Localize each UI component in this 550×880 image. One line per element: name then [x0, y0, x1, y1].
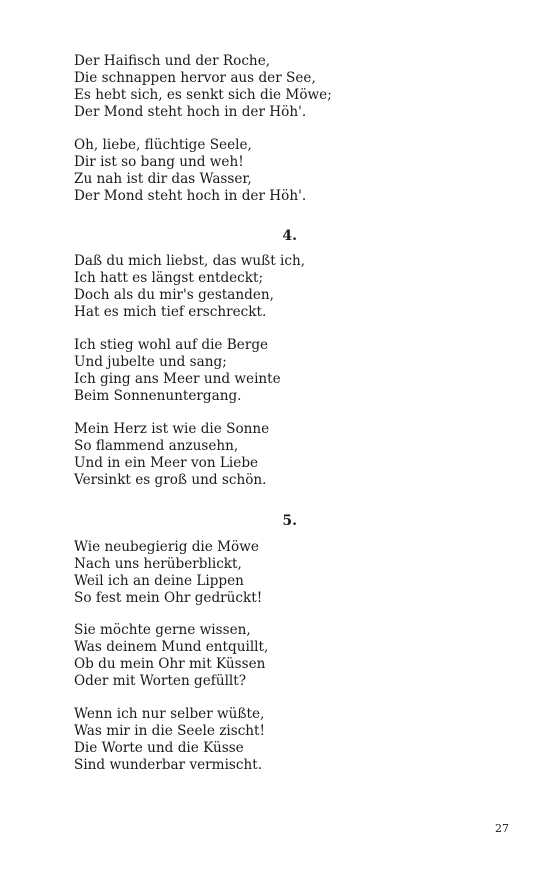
poem-line: Weil ich an deine Lippen	[74, 572, 244, 589]
poem-stanza	[74, 137, 306, 205]
poem-line: So flammend anzusehn,	[74, 437, 239, 454]
poem-line: Doch als du mir's gestanden,	[74, 286, 274, 303]
poem-stanza	[74, 53, 332, 121]
poem-line: Der Haifisch und der Roche,	[74, 53, 271, 69]
poem-line: Ich hatt es längst entdeckt;	[74, 269, 264, 286]
poem-line: Wie neubegierig die Möwe	[74, 539, 259, 555]
poem-line: Zu nah ist dir das Wasser,	[74, 170, 252, 187]
poem-line: Hat es mich tief erschreckt.	[74, 303, 267, 320]
poem-line: So fest mein Ohr gedrückt!	[74, 589, 263, 606]
poem-line: Es hebt sich, es senkt sich die Möwe;	[74, 86, 332, 103]
poem-line: Ich ging ans Meer und weinte	[74, 370, 281, 387]
poem-line: Oh, liebe, flüchtige Seele,	[74, 137, 252, 153]
poem-line: Und in ein Meer von Liebe	[74, 454, 259, 471]
poem-line: Ich stieg wohl auf die Berge	[74, 337, 269, 353]
poem-stanza	[74, 706, 265, 774]
poem-line: Was mir in die Seele zischt!	[74, 722, 265, 739]
poem-line: Der Mond steht hoch in der Höh'.	[74, 103, 307, 120]
poem-stanza	[74, 253, 305, 321]
poem-line: Dir ist so bang und weh!	[74, 153, 244, 170]
poem-line: Die Worte und die Küsse	[74, 739, 244, 756]
poem-line: Beim Sonnenuntergang.	[74, 387, 242, 404]
poem-line: Und jubelte und sang;	[74, 353, 227, 370]
page-number: 27	[495, 822, 509, 835]
poem-number-heading: 4.	[282, 228, 297, 244]
poem-line: Die schnappen hervor aus der See,	[74, 69, 316, 86]
poem-line: Der Mond steht hoch in der Höh'.	[74, 187, 307, 204]
poem-number-heading: 5.	[282, 513, 297, 529]
poem-stanza	[74, 539, 262, 607]
poem-stanza	[74, 337, 281, 405]
poem-line: Sind wunderbar vermischt.	[74, 756, 263, 773]
poem-line: Oder mit Worten gefüllt?	[74, 672, 247, 689]
poem-line: Sie möchte gerne wissen,	[74, 622, 251, 638]
poem-line: Wenn ich nur selber wüßte,	[74, 706, 265, 722]
poem-line: Versinkt es groß und schön.	[74, 471, 267, 488]
poem-line: Nach uns herüberblickt,	[74, 555, 242, 572]
poem-stanza	[74, 421, 269, 489]
poem-line: Mein Herz ist wie die Sonne	[74, 421, 270, 437]
poem-stanza	[74, 622, 268, 690]
poem-line: Daß du mich liebst, das wußt ich,	[74, 253, 306, 269]
poem-line: Was deinem Mund entquillt,	[74, 638, 269, 655]
poem-line: Ob du mein Ohr mit Küssen	[74, 655, 266, 672]
